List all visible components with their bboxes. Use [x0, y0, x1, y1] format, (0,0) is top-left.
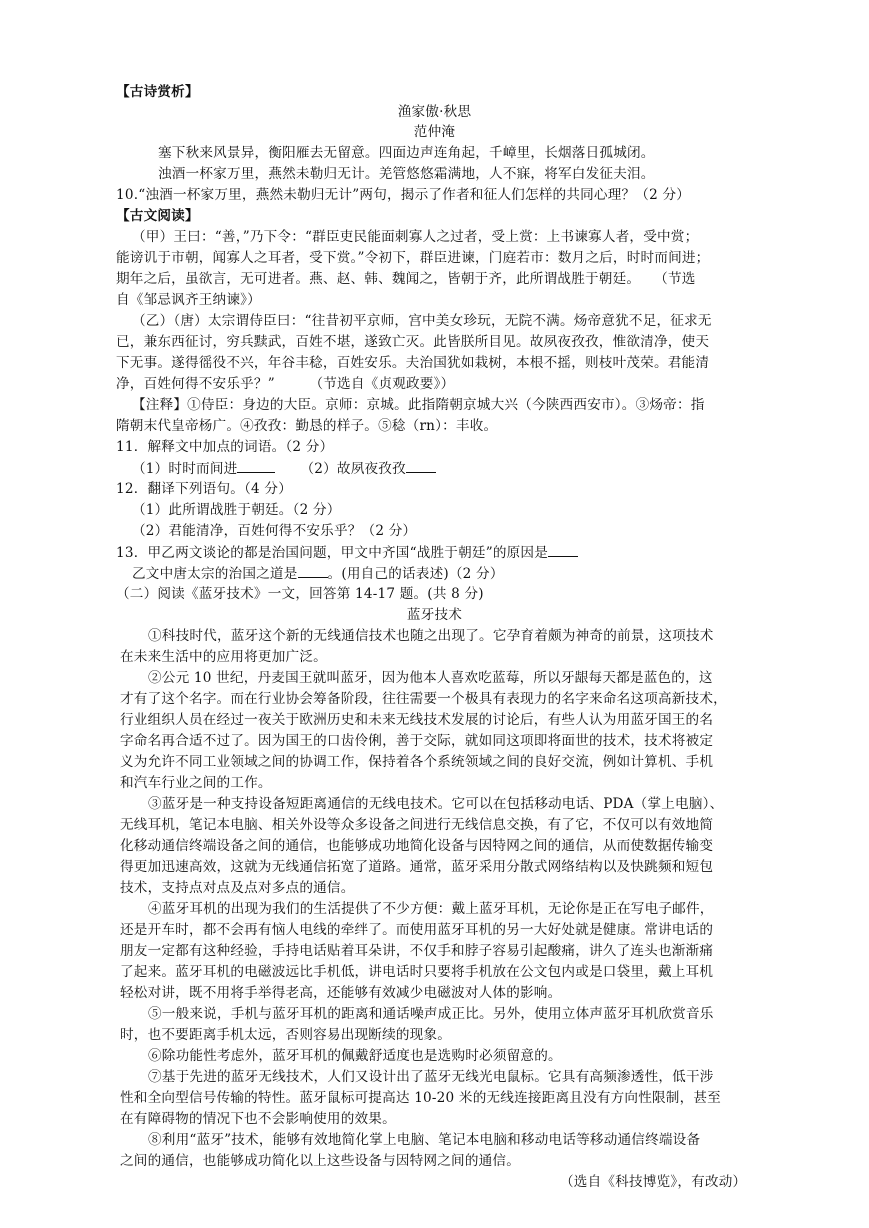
annotation-line: 【注释】①侍臣：身边的大臣。京师：京城。此指隋朝京城大兴（今陕西西安市）。③炀帝：指: [132, 397, 705, 413]
question-13-line-2: [132, 563, 504, 584]
article-line: 朋友一定都有这种经验，手持电话贴着耳朵讲，不仅手和脖子容易引起酸痛，讲久了连头也渐渐痛: [120, 943, 714, 959]
poem-line: 浊酒一杯家万里，燕然未勒归无计。羌管悠悠霜满地，人不寐，将军白发征夫泪。: [158, 166, 655, 182]
article-line: ①科技时代，蓝牙这个新的无线通信技术也随之出现了。它孕育着颇为神奇的前景，这项技术: [148, 628, 714, 644]
answer-blank[interactable]: [406, 458, 436, 473]
article-line: 了起来。蓝牙耳机的电磁波远比手机低，讲电话时只要将手机放在公文包内或是口袋里，戴上耳机: [120, 964, 714, 980]
answer-blank[interactable]: [298, 563, 328, 578]
passage-yi-line: 下无事。遂得徭役不兴，年谷丰稔，百姓安乐。夫治国犹如栽树，本根不摇，则枝叶茂荣。君能清: [116, 355, 710, 371]
question-13-text: 。(用自己的话表述)（2 分）: [327, 566, 504, 582]
question-13-line-1: [116, 542, 578, 563]
question-12-item-1: （1）此所谓战胜于朝廷。（2 分）: [132, 502, 341, 518]
article-line: 和汽车行业之间的工作。: [120, 775, 272, 791]
poem-section-header: 【古诗赏析】: [116, 84, 199, 100]
article-line: 化移动通信终端设备之间的通信，也能够成功地简化设备与因特网之间的通信，从而使数据传输变: [120, 838, 714, 854]
passage-jia-line: 自《邹忌讽齐王纳谏》）: [116, 292, 261, 308]
article-line: ③蓝牙是一种支持设备短距离通信的无线电技术。它可以在包括移动电话、PDA（掌上电脑）、: [148, 796, 724, 812]
question-13-text: 13．甲乙两文谈论的都是治国问题，甲文中齐国“战胜于朝廷”的原因是: [116, 545, 549, 561]
poem-title: 渔家傲·秋思: [397, 104, 472, 120]
question-12-stem: 12．翻译下列语句。（4 分）: [116, 481, 292, 497]
passage-jia-line: 期年之后，虽欲言，无可进者。燕、赵、韩、魏闻之，皆朝于齐，此所谓战胜于朝廷。 （节选: [116, 271, 696, 287]
annotation-line: 隋朝末代皇帝杨广。④孜孜：勤恳的样子。⑤稔（rn）：丰收。: [116, 418, 498, 434]
article-line: 在有障碍物的情况下也不会影响使用的效果。: [120, 1111, 396, 1127]
article-line: 得更加迅速高效，这就为无线通信拓宽了道路。通常，蓝牙采用分散式网络结构以及快跳频和短包: [120, 859, 714, 875]
article-line: 行业组织人员在经过一夜关于欧洲历史和未来无线技术发展的讨论后，有些人认为用蓝牙国王的名: [120, 712, 714, 728]
poem-author: 范仲淹: [413, 124, 456, 140]
article-line: 义为允许不同工业领域之间的协调工作，保持着各个系统领域之间的良好交流，例如计算机、手机: [120, 754, 714, 770]
answer-blank[interactable]: [237, 458, 275, 473]
passage-yi-line: （乙）（唐）太宗谓侍臣曰：“往昔初平京师，宫中美女珍玩，无院不满。炀帝意犹不足，征求无: [132, 313, 712, 329]
article-line: 之间的通信，也能够成功简化以上这些设备与因特网之间的通信。: [120, 1153, 521, 1169]
article-line: 时，也不要距离手机太远，否则容易出现断续的现象。: [120, 1027, 452, 1043]
article-line: 技术，支持点对点及点对多点的通信。: [120, 880, 355, 896]
article-line: 字命名再合适不过了。因为国王的口齿伶俐，善于交际，就如同这项即将面世的技术，技术将被定: [120, 733, 714, 749]
question-12-item-2: （2）君能清净，百姓何得不安乐乎？（2 分）: [132, 523, 417, 539]
article-line: 轻松对讲，既不用将手举得老高，还能够有效减少电磁波对人体的影响。: [120, 985, 562, 1001]
article-line: 在未来生活中的应用将更加广泛。: [120, 649, 327, 665]
article-source: （选自《科技博览》，有改动）: [560, 1174, 747, 1190]
question-10: 10.“浊酒一杯家万里，燕然未勒归无计”两句，揭示了作者和征人们怎样的共同心理？（2 分）: [116, 187, 691, 203]
poem-line: 塞下秋来风景异，衡阳雁去无留意。四面边声连角起，千嶂里，长烟落日孤城闭。: [158, 145, 655, 161]
article-line: ②公元 10 世纪，丹麦国王就叫蓝牙，因为他本人喜欢吃蓝莓，所以牙龈每天都是蓝色的，这: [148, 670, 713, 686]
article-line: 无线耳机，笔记本电脑、相关外设等众多设备之间进行无线信息交换，有了它，不仅可以有效地简: [120, 817, 714, 833]
passage-yi-line: 净，百姓何得不安乐乎？” （节选自《贞观政要》）: [116, 376, 455, 392]
article-title: 蓝牙技术: [406, 607, 463, 623]
answer-blank[interactable]: [548, 542, 578, 557]
question-11-item-2: （2）故夙夜孜孜: [300, 461, 406, 477]
question-11-item: [132, 458, 436, 479]
article-line: ⑥除功能性考虑外，蓝牙耳机的佩戴舒适度也是选购时必须留意的。: [148, 1048, 562, 1064]
article-line: 还是开车时，都不会再有恼人电线的牵绊了。而使用蓝牙耳机的另一大好处就是健康。常讲电话的: [120, 922, 714, 938]
passage-yi-line: 已，兼东西征讨，穷兵黩武，百姓不堪，遂致亡灭。此皆朕所目见。故夙夜孜孜，惟欲清净，使天: [116, 334, 710, 350]
passage-jia-line: 能谤讥于市朝，闻寡人之耳者，受下赏。”令初下，群臣进谏，门庭若市：数月之后，时时而间进；: [116, 250, 710, 266]
article-line: ⑧利用“蓝牙”技术，能够有效地简化掌上电脑、笔记本电脑和移动电话等移动通信终端设备: [148, 1132, 701, 1148]
article-line: ⑦基于先进的蓝牙无线技术，人们又设计出了蓝牙无线光电鼠标。它具有高频渗透性，低干涉: [148, 1069, 714, 1085]
article-line: 性和全向型信号传输的特性。蓝牙鼠标可提高达 10-20 米的无线连接距离且没有方向性限制，甚至: [120, 1090, 721, 1106]
passage-jia-line: （甲）王曰：“善，”乃下令：“群臣吏民能面刺寡人之过者，受上赏：上书谏寡人者，受中赏；: [132, 229, 699, 245]
classical-section-header: 【古文阅读】: [116, 208, 199, 224]
article-line: ⑤一般来说，手机与蓝牙耳机的距离和通话噪声成正比。另外，使用立体声蓝牙耳机欣赏音乐: [148, 1006, 714, 1022]
article-line: ④蓝牙耳机的出现为我们的生活提供了不少方便：戴上蓝牙耳机，无论你是正在写电子邮件，: [148, 901, 714, 917]
question-13-text: 乙文中唐太宗的治国之道是: [132, 566, 298, 582]
question-11-stem: 11．解释文中加点的词语。（2 分）: [116, 439, 334, 455]
modern-section-intro: （二）阅读《蓝牙技术》一文，回答第 14-17 题。(共 8 分): [116, 586, 484, 602]
article-line: 才有了这个名字。而在行业协会筹备阶段，往往需要一个极具有表现力的名字来命名这项高新技术，: [120, 691, 727, 707]
question-11-item-1: （1）时时而间进: [132, 461, 238, 477]
